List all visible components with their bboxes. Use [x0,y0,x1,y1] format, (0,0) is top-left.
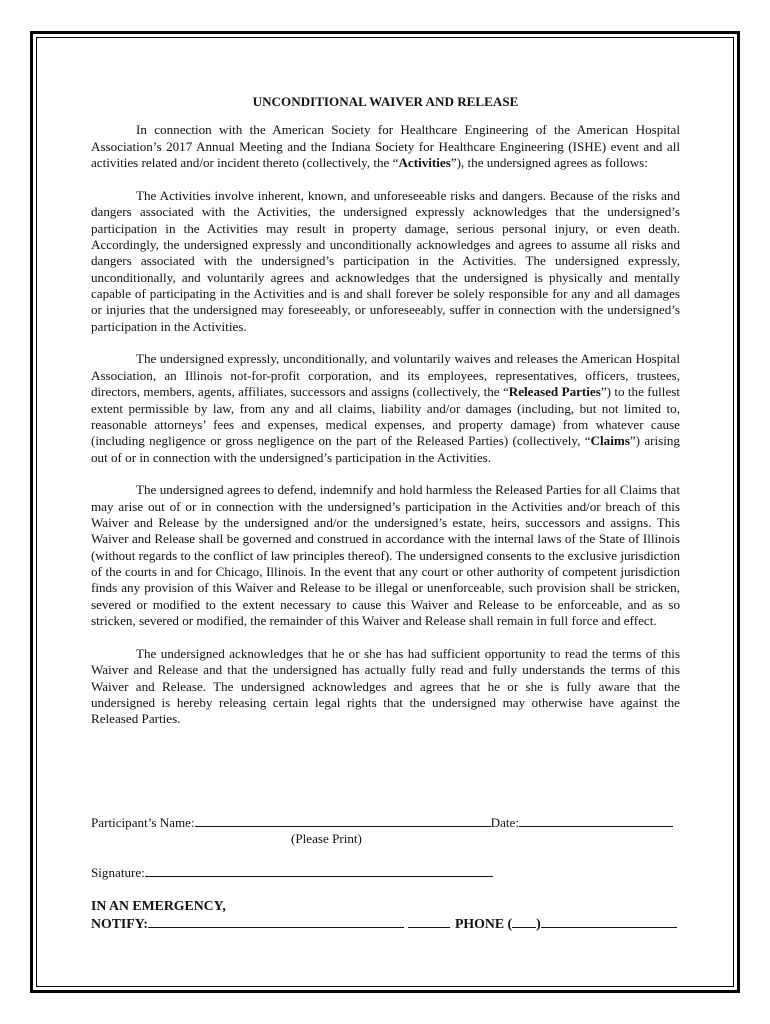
defined-term: Activities [398,155,451,171]
paragraph-list [91,122,680,727]
phone-area-code-field[interactable] [512,915,536,928]
emergency-heading: IN AN EMERGENCY, [91,898,226,913]
notify-label: NOTIFY: [91,916,148,931]
paragraph-3 [91,351,680,465]
paragraph-text: ”) arising out of or in connection with the undersigned’s participation in the Activities. [91,433,680,465]
phone-close-paren: ) [536,916,541,931]
document-body [91,94,680,744]
date-label: Date: [490,815,519,830]
paragraph-text: The undersigned expressly, unconditionally, and voluntarily waives and releases the American Hospital Association, an Illinois not-for-profit corporation, and its employees, representatives, officers, trustees, directors, members, agents, affiliates, successors and assigns (collectively, the “ [91,351,680,400]
paragraph-5 [91,646,680,728]
document-title: UNCONDITIONAL WAIVER AND RELEASE [252,94,519,109]
paragraph-1 [91,122,680,171]
phone-number-field[interactable] [541,915,677,928]
phone-label: PHONE ( [455,916,513,931]
notify-row [91,915,677,932]
notify-relation-field[interactable] [408,915,450,928]
paragraph-4 [91,482,680,629]
notify-name-field[interactable] [148,915,404,928]
paragraph-text: The undersigned agrees to defend, indemnify and hold harmless the Released Parties for all Claims that may arise out of or in connection with the undersigned’s participation in the Activities and/or breach of this Waiver and Release by the undersigned and/or the undersigned’s estate, heirs, successors and assigns. This Waiver and Release shall be governed and construed in accordance with the internal laws of the State of Illinois (without regards to the conflict of law principles thereof). The undersigned consents to the exclusive jurisdiction of the courts in and for Chicago, Illinois. In the event that any court or other authority of competent jurisdiction finds any provision of this Waiver and Release to be illegal or unenforceable, such provision shall be stricken, severed or modified to the extent necessary to cause this Waiver and Release to be enforceable, and as so stricken, severed or modified, the remainder of this Waiver and Release shall remain in full force and effect. [91,482,680,629]
paragraph-text: ”) to the fullest extent permissible by law, from any and all claims, liability and/or damages (including, but not limited to, reasonable attorneys’ fees and expenses, medical expenses, and property damage) from whatever cause (including negligence or gross negligence on the part of the Released Parties) (collectively, “ [91,384,680,449]
participant-name-label: Participant’s Name: [91,815,195,830]
paragraph-text: The undersigned acknowledges that he or she has had sufficient opportunity to read the terms of this Waiver and Release and that the undersigned has actually fully read and fully understands the terms of this Waiver and Release. The undersigned acknowledges and agrees that he or she is fully aware that the undersigned is hereby releasing certain legal rights that the undersigned may otherwise have against the Released Parties. [91,645,680,727]
participant-name-field[interactable] [195,814,491,827]
paragraph-text: In connection with the American Society for Healthcare Engineering of the American Hospital Association’s 2017 Annual Meeting and the Indiana Society for Healthcare Engineering (ISHE) event and all activities related and/or incident thereto (collectively, the “ [91,122,680,171]
signature-row [91,864,493,881]
signature-label: Signature: [91,865,145,880]
paragraph-text: The Activities involve inherent, known, and unforeseeable risks and dangers. Because of the risks and dangers associated with the Activities, the undersigned expressly acknowledges that the undersigned’s participation in the Activities may result in property damage, serious personal injury, or even death. Accordingly, the undersigned expressly and unconditionally acknowledges and agrees to assume all risks and dangers associated with the undersigned’s participation in the Activities. The undersigned expressly, unconditionally, and voluntarily agrees and acknowledges that the undersigned is physically and mentally capable of participating in the Activities and is and shall forever be solely responsible for any and all damages or injuries that the undersigned may foreseeably, or unforeseeably, suffer in connection with the undersigned’s participation in the Activities. [91,187,680,334]
defined-term: Claims [590,433,630,449]
participant-row [91,814,673,831]
defined-term: Released Parties [508,384,601,400]
date-field[interactable] [519,814,673,827]
paragraph-text: ”), the undersigned agrees as follows: [450,155,648,171]
paragraph-2 [91,188,680,335]
signature-field[interactable] [145,864,493,877]
print-hint: (Please Print) [291,831,362,846]
